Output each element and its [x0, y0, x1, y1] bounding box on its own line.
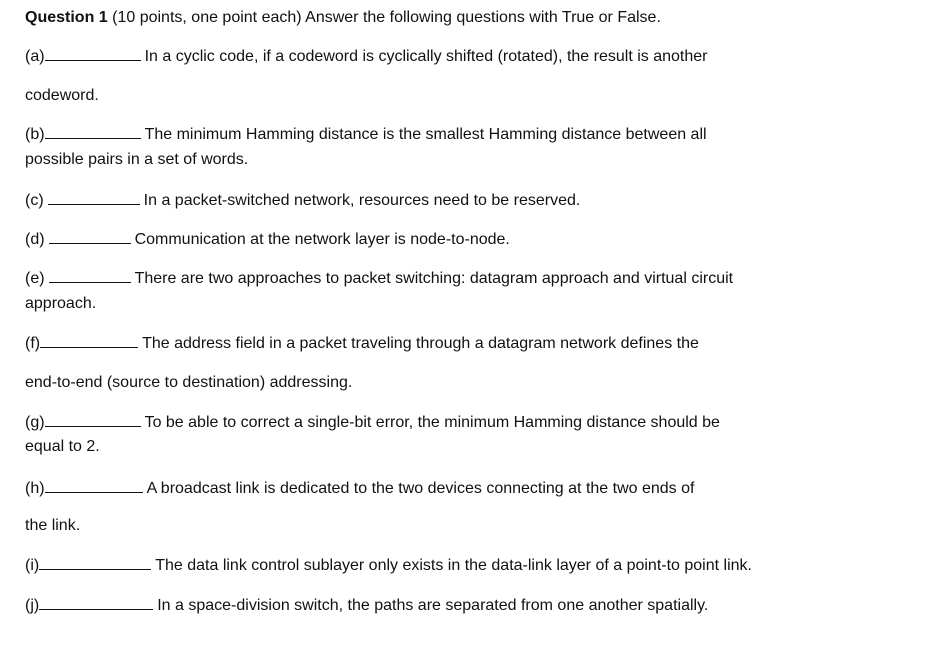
question-h [25, 478, 694, 499]
answer-blank-g[interactable] [45, 412, 141, 427]
item-label: (j) [25, 597, 40, 614]
item-label: (c) [25, 192, 44, 209]
question-title [25, 8, 661, 28]
answer-blank-c[interactable] [48, 190, 140, 205]
item-text-continued: approach. [25, 295, 97, 312]
answer-blank-h[interactable] [45, 478, 143, 493]
question-a-continued [25, 86, 99, 106]
item-label: (a) [25, 48, 45, 65]
item-text: In a packet-switched network, resources need to be reserved. [143, 192, 581, 209]
item-label: (i) [25, 557, 40, 574]
answer-blank-b[interactable] [45, 124, 141, 139]
answer-blank-a[interactable] [45, 46, 141, 61]
question-d [25, 229, 510, 250]
item-text-continued: equal to 2. [25, 438, 100, 455]
item-label: (e) [25, 270, 45, 287]
item-text: The minimum Hamming distance is the smallest Hamming distance between all [144, 126, 707, 143]
item-text: In a space-division switch, the paths are separated from one another spatially. [157, 597, 709, 614]
item-text: To be able to correct a single-bit error, the minimum Hamming distance should be [144, 414, 720, 431]
answer-blank-j[interactable] [39, 595, 153, 610]
item-text: The data link control sublayer only exists in the data-link layer of a point-to point link. [155, 557, 752, 574]
question-g [25, 412, 720, 433]
question-j [25, 595, 708, 616]
answer-blank-f[interactable] [40, 333, 138, 348]
question-b-continued [25, 150, 248, 170]
item-label: (g) [25, 414, 45, 431]
question-f [25, 333, 699, 354]
question-g-continued [25, 437, 100, 457]
question-b [25, 124, 707, 145]
item-label: (h) [25, 480, 45, 497]
question-i [25, 555, 752, 576]
item-label: (f) [25, 335, 41, 352]
question-e-continued [25, 294, 96, 314]
item-text: A broadcast link is dedicated to the two devices connecting at the two ends of [146, 480, 695, 497]
item-text-continued: possible pairs in a set of words. [25, 151, 249, 168]
item-text-continued: end-to-end (source to destination) addressing. [25, 374, 353, 391]
question-e [25, 268, 733, 289]
question-instructions: (10 points, one point each) Answer the following questions with True or False. [107, 9, 661, 26]
item-text-continued: codeword. [25, 87, 99, 104]
question-f-continued [25, 373, 352, 393]
item-text: In a cyclic code, if a codeword is cyclically shifted (rotated), the result is another [144, 48, 708, 65]
item-text-continued: the link. [25, 517, 81, 534]
item-label: (b) [25, 126, 45, 143]
item-text: Communication at the network layer is node-to-node. [134, 231, 510, 248]
answer-blank-d[interactable] [49, 229, 131, 244]
question-h-continued [25, 516, 80, 536]
question-a [25, 46, 707, 67]
answer-blank-i[interactable] [39, 555, 151, 570]
item-text: The address field in a packet traveling through a datagram network defines the [142, 335, 699, 352]
item-label: (d) [25, 231, 45, 248]
item-text: There are two approaches to packet switching: datagram approach and virtual circuit [134, 270, 734, 287]
question-number: Question 1 [25, 9, 108, 26]
question-c [25, 190, 580, 211]
answer-blank-e[interactable] [49, 268, 131, 283]
